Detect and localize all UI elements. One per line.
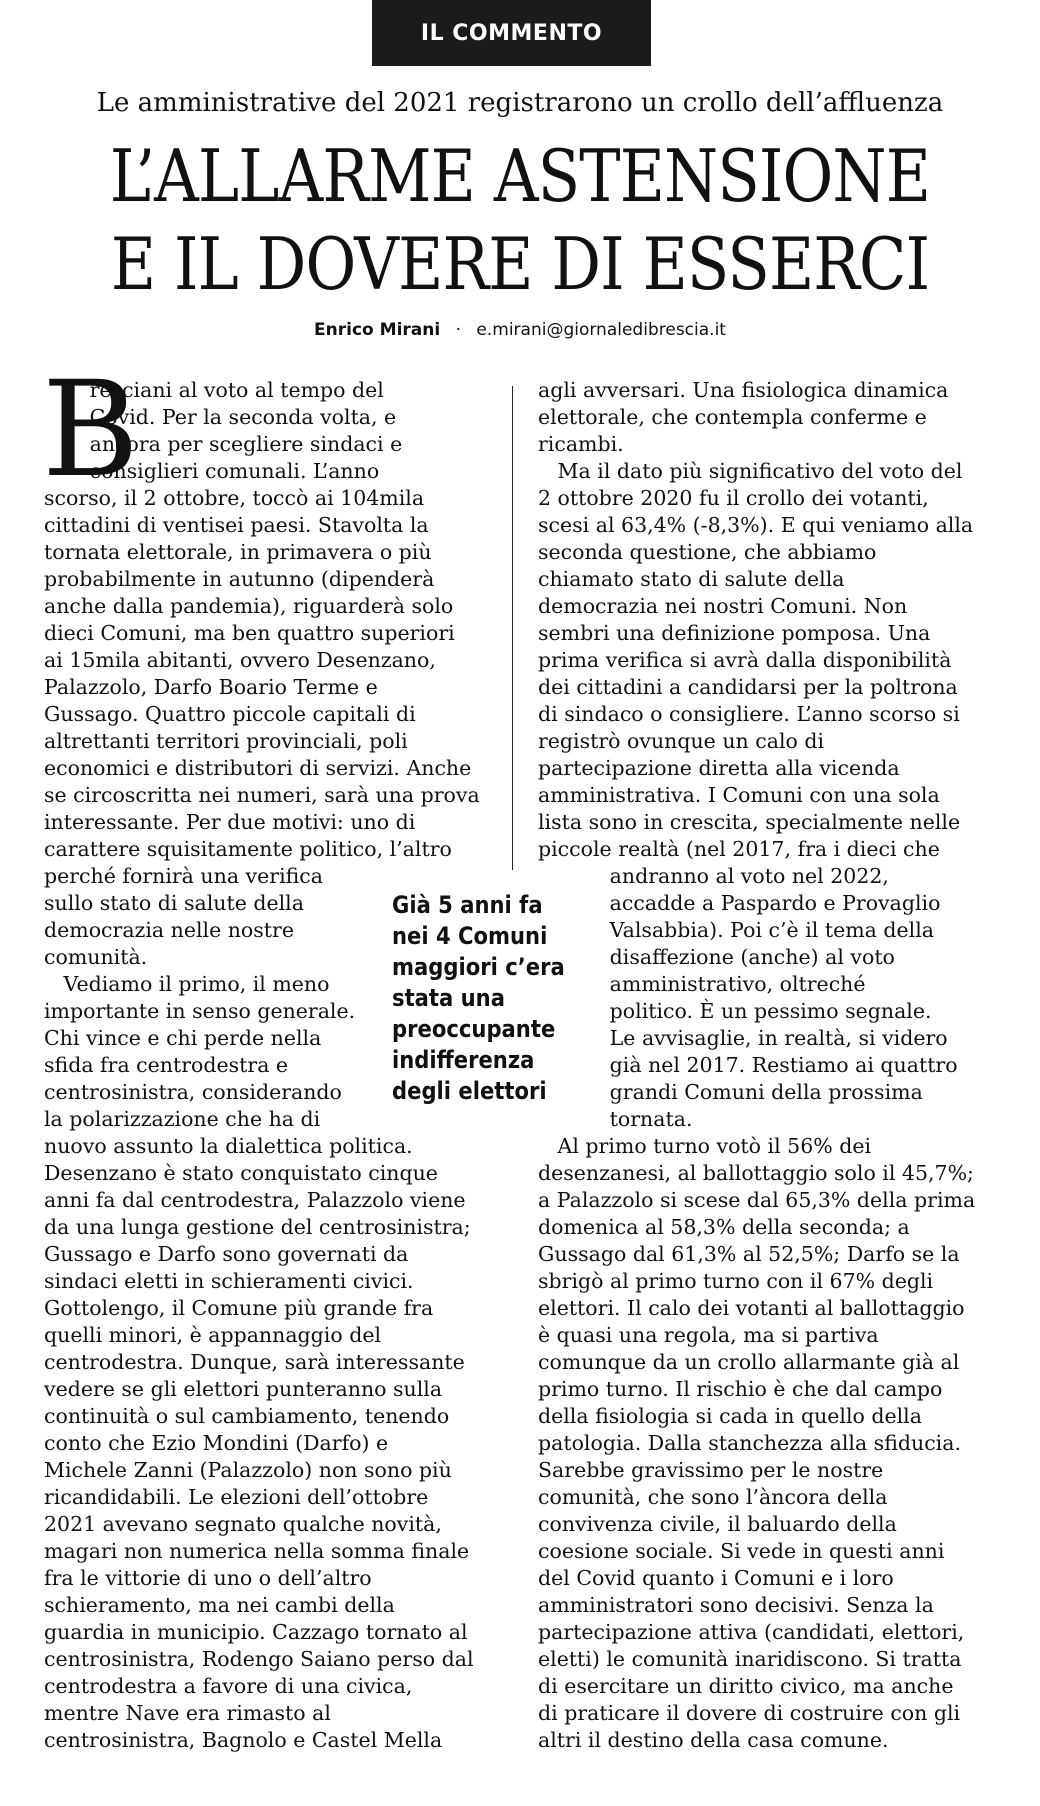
text-line: Valsabbia). Poi c’è il tema della (538, 918, 934, 942)
text-line: Gussago e Darfo sono governati da (44, 1242, 409, 1266)
text-line: consiglieri comunali. L’anno (44, 459, 380, 483)
pull-quote-line: nei 4 Comuni (392, 922, 548, 950)
text-line: partecipazione diretta alla vicenda (538, 756, 900, 780)
byline (0, 320, 1040, 340)
text-line: ancora per scegliere sindaci e (44, 432, 403, 456)
pull-quote-line: degli elettori (392, 1077, 547, 1105)
text-line: nuovo assunto la dialettica politica. (44, 1134, 413, 1158)
text-line: Vediamo il primo, il meno (44, 972, 330, 996)
text-line: piccole realtà (nel 2017, fra i dieci che (538, 837, 940, 861)
pull-quote-line: maggiori c’era (392, 953, 565, 981)
text-line: grandi Comuni della prossima (538, 1080, 923, 1104)
text-line: sindaci eletti in schieramenti civici. (44, 1269, 414, 1293)
text-line: registrò ovunque un calo di (538, 729, 825, 753)
text-line: politico. È un pessimo segnale. (538, 999, 932, 1023)
text-line: sullo stato di salute della (44, 891, 304, 915)
text-line: lista sono in crescita, specialmente nelle (538, 810, 961, 834)
text-line: schieramento, ma nei cambi della (44, 1593, 395, 1617)
text-line: carattere squisitamente politico, l’altro (44, 837, 452, 861)
text-line: partecipazione attiva (candidati, elettori, (538, 1620, 965, 1644)
text-line: scorso, il 2 ottobre, toccò ai 104mila (44, 486, 425, 510)
text-line: ricambi. (538, 432, 624, 456)
text-line: chiamato stato di salute della (538, 567, 845, 591)
pull-quote-line: Già 5 anni fa (392, 891, 543, 919)
text-line: ricandidabili. Le elezioni dell’ottobre (44, 1485, 429, 1509)
text-line: andranno al voto nel 2022, (538, 864, 889, 888)
text-line: di praticare il dovere di costruire con gli (538, 1701, 961, 1725)
text-line: accadde a Paspardo e Provaglio (538, 891, 941, 915)
text-line: centrosinistra, considerando (44, 1080, 342, 1104)
text-line: coesione sociale. Si vede in questi anni (538, 1539, 945, 1563)
article-headline (73, 132, 967, 308)
text-line: agli avversari. Una fisiologica dinamica (538, 378, 949, 402)
text-line: centrodestra a favore di una civica, (44, 1674, 413, 1698)
text-line: 2 ottobre 2020 fu il crollo dei votanti, (538, 486, 929, 510)
text-line: della fisiologia si cada in quello della (538, 1404, 922, 1428)
text-line: vedere se gli elettori punteranno sulla (44, 1377, 443, 1401)
text-line: guardia in municipio. Cazzago tornato al (44, 1620, 468, 1644)
text-line: ai 15mila abitanti, ovvero Desenzano, (44, 648, 436, 672)
text-line: desenzanesi, al ballottaggio solo il 45,7%; (538, 1161, 974, 1185)
text-line: centrodestra. Dunque, sarà interessante (44, 1350, 465, 1374)
text-line: scesi al 63,4% (-8,3%). E qui veniamo alla (538, 513, 974, 537)
headline-line: E IL DOVERE DI ESSERCI (110, 222, 930, 306)
text-line: centrosinistra, Rodengo Saiano perso dal (44, 1647, 474, 1671)
author-email: e.mirani@giornaledibrescia.it (476, 320, 726, 340)
text-line: fra le vittorie di uno o dell’altro (44, 1566, 372, 1590)
text-line: primo turno. Il rischio è che dal campo (538, 1377, 943, 1401)
text-line: interessante. Per due motivi: uno di (44, 810, 416, 834)
text-line: amministrativo, oltreché (538, 972, 866, 996)
text-line: tornata. (538, 1107, 693, 1131)
text-line: tornata elettorale, in primavera o più (44, 540, 432, 564)
text-line: Gussago dal 61,3% al 52,5%; Darfo se la (538, 1242, 960, 1266)
text-line: è quasi una regola, ma si partiva (538, 1323, 879, 1347)
byline-separator: · (455, 320, 461, 340)
text-line: elettorale, che contempla conferme e (538, 405, 927, 429)
text-line: continuità o sul cambiamento, tenendo (44, 1404, 450, 1428)
text-line: importante in senso generale. (44, 999, 356, 1023)
text-line: Covid. Per la seconda volta, e (44, 405, 397, 429)
text-line: domenica al 58,3% della seconda; a (538, 1215, 910, 1239)
text-line: Gussago. Quattro piccole capitali di (44, 702, 416, 726)
text-line: da una lunga gestione del centrosinistra; (44, 1215, 471, 1239)
drop-cap: B (42, 353, 140, 507)
text-line: economici e distributori di servizi. Anche (44, 756, 472, 780)
pull-quote-line: stata una (392, 984, 505, 1012)
pull-quote (392, 890, 565, 1107)
article-subtitle: Le amministrative del 2021 registrarono un crollo dell’affluenza (96, 88, 944, 118)
article-column-right (538, 377, 1000, 1754)
text-line: sfida fra centrodestra e (44, 1053, 289, 1077)
text-line: amministrativa. I Comuni con una sola (538, 783, 940, 807)
text-line: comunque da un crollo allarmante già al (538, 1350, 960, 1374)
text-line: Le avvisaglie, in realtà, si videro (538, 1026, 948, 1050)
column-divider (512, 386, 513, 870)
text-line: seconda questione, che abbiamo (538, 540, 877, 564)
text-line: Gottolengo, il Comune più grande fra (44, 1296, 434, 1320)
text-line: Palazzolo, Darfo Boario Terme e (44, 675, 378, 699)
text-line: Michele Zanni (Palazzolo) non sono più (44, 1458, 452, 1482)
text-line: patologia. Dalla stanchezza alla sfiducia. (538, 1431, 961, 1455)
text-line: Sarebbe gravissimo per le nostre (538, 1458, 884, 1482)
text-line: Ma il dato più significativo del voto del (538, 459, 963, 483)
text-line: resciani al voto al tempo del (44, 378, 384, 402)
text-line: comunità, che sono l’àncora della (538, 1485, 888, 1509)
text-line: comunità. (44, 945, 148, 969)
section-kicker (372, 0, 651, 66)
text-line: già nel 2017. Restiamo ai quattro (538, 1053, 958, 1077)
pull-quote-line: preoccupante (392, 1015, 556, 1043)
text-line: Al primo turno votò il 56% dei (538, 1134, 872, 1158)
text-line: democrazia nelle nostre (44, 918, 294, 942)
text-line: a Palazzolo si scese dal 65,3% della prima (538, 1188, 976, 1212)
text-line: altrettanti territori provinciali, poli (44, 729, 408, 753)
text-line: dieci Comuni, ma ben quattro superiori (44, 621, 455, 645)
text-line: perché fornirà una verifica (44, 864, 324, 888)
text-line: dei cittadini a candidarsi per la poltrona (538, 675, 958, 699)
text-line: cittadini di ventisei paesi. Stavolta la (44, 513, 429, 537)
text-line: democrazia nei nostri Comuni. Non (538, 594, 908, 618)
text-line: conto che Ezio Mondini (Darfo) e (44, 1431, 389, 1455)
text-line: centrosinistra, Bagnolo e Castel Mella (44, 1728, 443, 1752)
text-line: Chi vince e chi perde nella (44, 1026, 322, 1050)
text-line: eletti) le comunità inaridiscono. Si tratta (538, 1647, 962, 1671)
headline-line: L’ALLARME ASTENSIONE (109, 134, 931, 218)
text-line: disaffezione (anche) al voto (538, 945, 895, 969)
text-line: sbrigò al primo turno con il 67% degli (538, 1269, 934, 1293)
text-line: Desenzano è stato conquistato cinque (44, 1161, 438, 1185)
text-line: prima verifica si avrà dalla disponibilità (538, 648, 952, 672)
text-line: la polarizzazione che ha di (44, 1107, 321, 1131)
text-line: altri il destino della casa comune. (538, 1728, 889, 1752)
text-line: convivenza civile, il baluardo della (538, 1512, 897, 1536)
text-line: amministratori sono decisivi. Senza la (538, 1593, 934, 1617)
text-line: mentre Nave era rimasto al (44, 1701, 331, 1725)
text-line: quelli minori, è appannaggio del (44, 1323, 382, 1347)
text-line: 2021 avevano segnato qualche novità, (44, 1512, 442, 1536)
text-line: di esercitare un diritto civico, ma anche (538, 1674, 954, 1698)
text-line: di sindaco o consigliere. L’anno scorso si (538, 702, 960, 726)
text-line: magari non numerica nella somma finale (44, 1539, 470, 1563)
pull-quote-line: indifferenza (392, 1046, 535, 1074)
text-line: probabilmente in autunno (dipenderà (44, 567, 435, 591)
author-name: Enrico Mirani (314, 320, 441, 340)
kicker-label: IL COMMENTO (420, 20, 603, 46)
text-line: se circoscritta nei numeri, sarà una prova (44, 783, 480, 807)
text-line: anni fa dal centrodestra, Palazzolo viene (44, 1188, 466, 1212)
text-line: anche dalla pandemia), riguarderà solo (44, 594, 454, 618)
text-line: del Covid quanto i Comuni e i loro (538, 1566, 894, 1590)
text-line: sembri una definizione pomposa. Una (538, 621, 931, 645)
text-line: elettori. Il calo dei votanti al ballottaggio (538, 1296, 965, 1320)
